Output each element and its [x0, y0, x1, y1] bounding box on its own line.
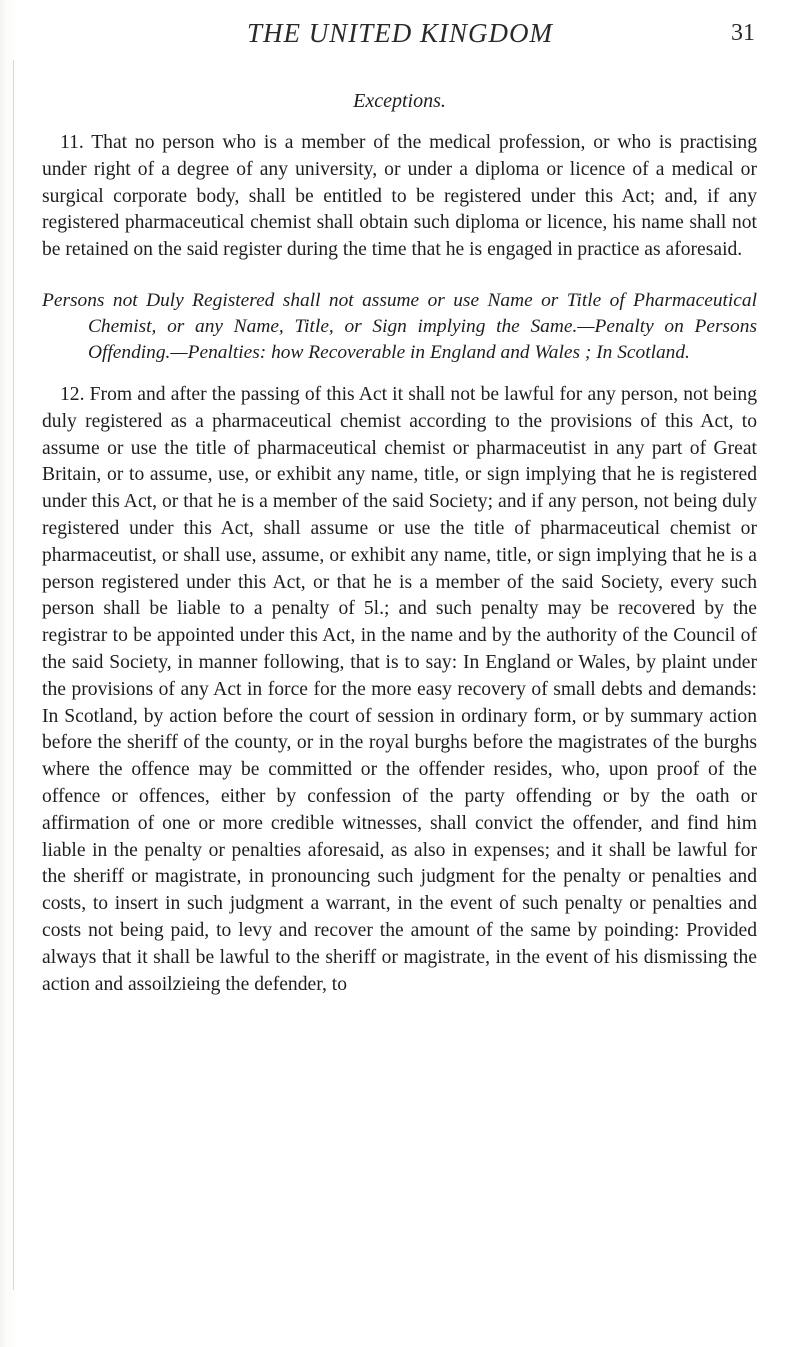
section-12-marginal-heading: Persons not Duly Registered shall not assume or use Name or Title of Pharmaceutical Chemist, or any Name, Title, or Sign implying the Same.—Penalty on Persons Offending.—Penalties: how Recoverable in England and Wales ; In Scotland.: [42, 289, 757, 363]
section-11-paragraph: 11. That no person who is a member of the medical profession, or who is practising under right of a degree of any university, or under a diploma or licence of a medical or surgical corporate body, shall be entitled to be registered under this Act; and, if any registered pharmaceutical chemist shall obtain such diploma or licence, his name shall not be retained on the said register during the time that he is engaged in practice as aforesaid.: [42, 132, 757, 261]
running-head: [0, 12, 800, 52]
page-number: 31: [731, 20, 755, 46]
page-content: [42, 90, 757, 998]
exceptions-heading: Exceptions.: [353, 90, 446, 112]
binding-gutter: [13, 60, 14, 1290]
running-title: THE UNITED KINGDOM: [246, 18, 553, 48]
section-12-paragraph: 12. From and after the passing of this Act it shall not be lawful for any person, not being duly registered as a pharmaceutical chemist according to the provisions of this Act, to assume or use the title of pharmaceutical chemist or pharmaceutist in any part of Great Britain, or to assume, use, or exhibit any name, title, or sign implying that he is registered under this Act, or that he is a member of the said Society; and if any person, not being duly registered under this Act, shall assume or use the title of pharmaceutical chemist or pharmaceutist, or shall use, assume, or exhibit any name, title, or sign implying that he is a person registered under this Act, or that he is a member of the said Society, every such person shall be liable to a penalty of 5l.; and such penalty may be recovered by the registrar to be appointed under this Act, in the name and by the authority of the Council of the said Society, in manner following, that is to say: In England or Wales, by plaint under the provisions of any Act in force for the more easy recovery of small debts and demands: In Scotland, by action before the court of session in ordinary form, or by summary action before the sheriff of the county, or in the royal burghs before the magistrates of the burghs where the offence may be committed or the offender resides, who, upon proof of the offence or offences, either by confession of the party offending or by the oath or affirmation of one or more credible witnesses, shall convict the offender, and find him liable in the penalty or penalties aforesaid, as also in expenses; and it shall be lawful for the sheriff or magistrate, in pronouncing such judgment for the penalty or penalties and costs, to insert in such judgment a warrant, in the event of such penalty or penalties and costs not being paid, to levy and recover the amount of the same by poinding: Provided always that it shall be lawful to the sheriff or magistrate, in the event of his dismissing the action and assoilzieing the defender, to: [42, 383, 757, 995]
